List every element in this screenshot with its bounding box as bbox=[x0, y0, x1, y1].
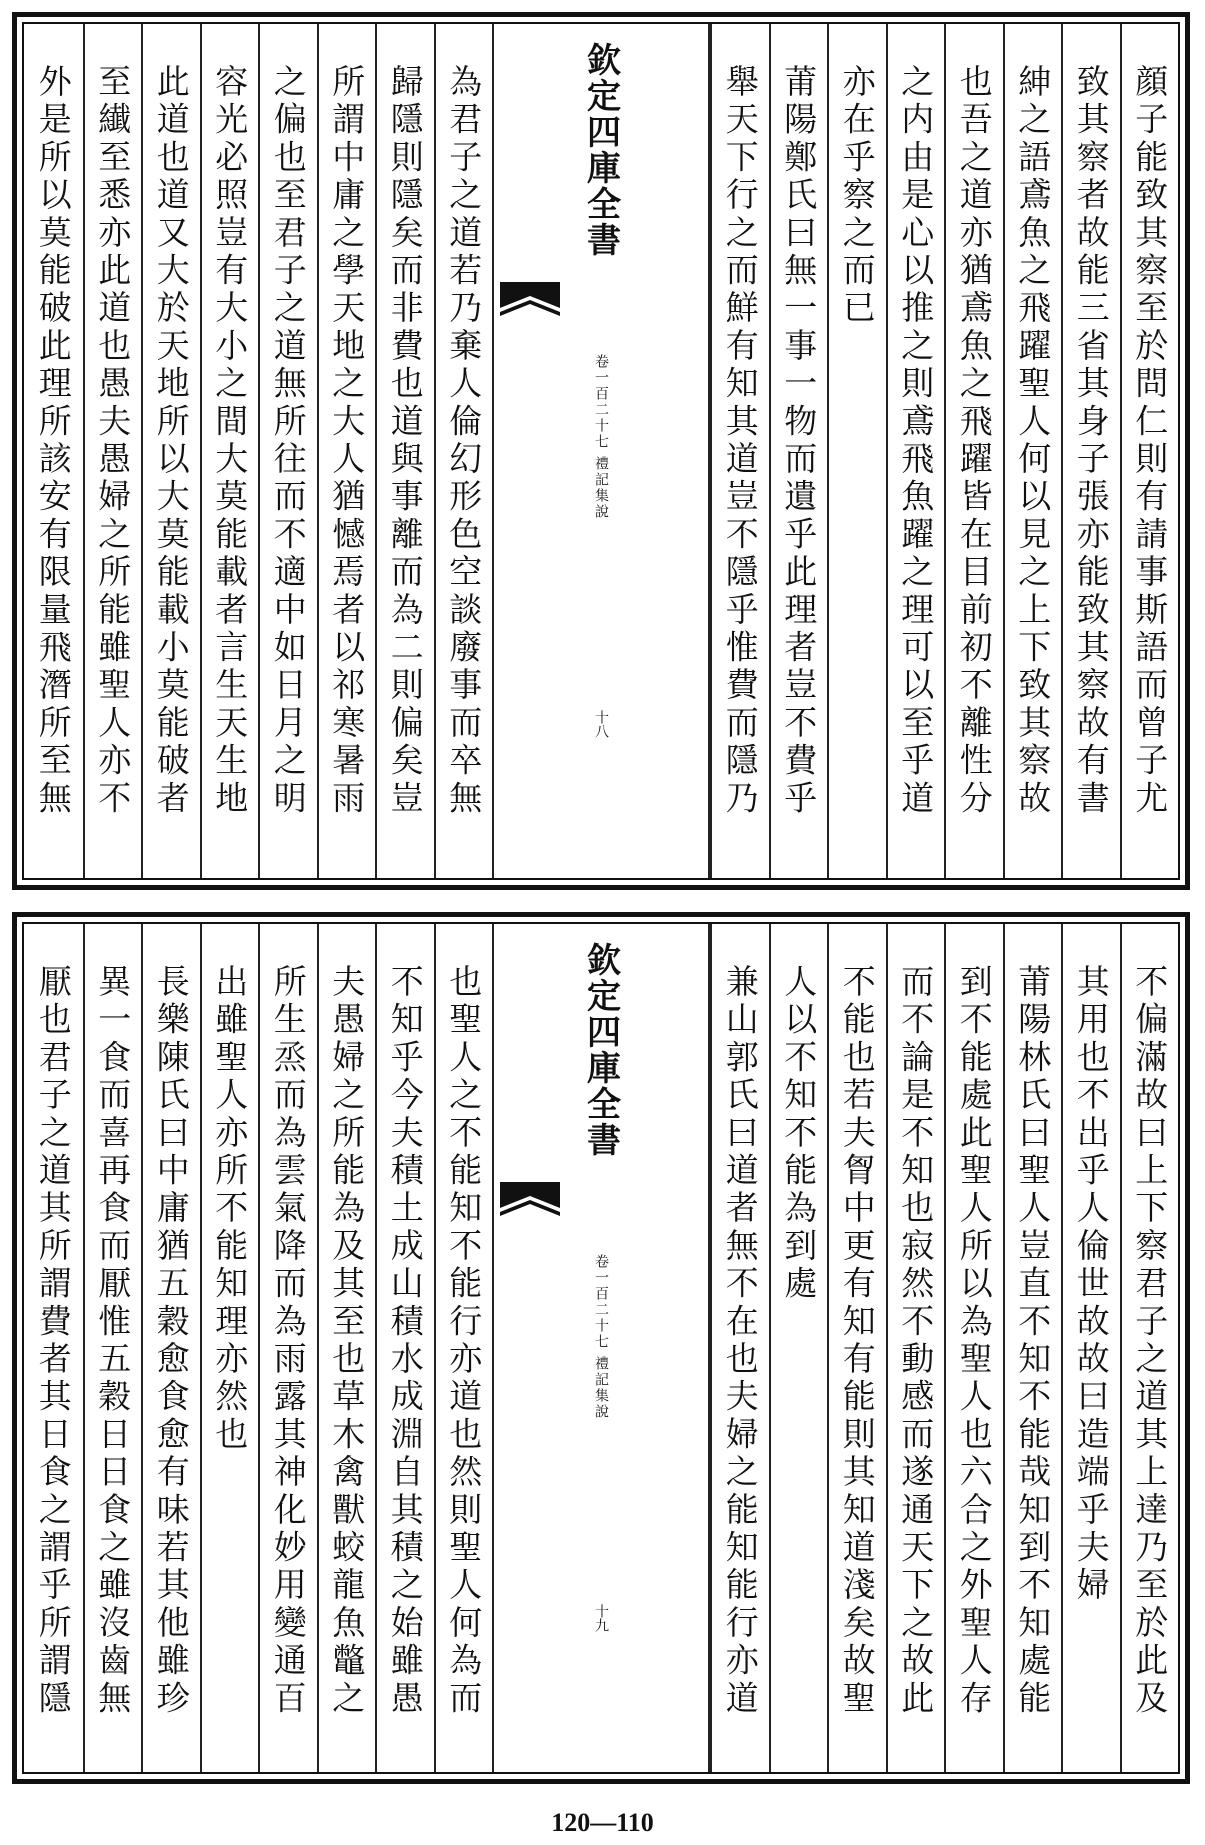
column-text: 異一食而喜再食而厭惟五穀日日食之雖沒齒無 bbox=[93, 964, 133, 1718]
column-text: 人以不知不能為到處 bbox=[779, 964, 819, 1304]
bottom-page-text-column bbox=[24, 924, 83, 1772]
bottom-page-text-column bbox=[258, 924, 317, 1772]
top-page-center-gutter bbox=[492, 24, 710, 878]
column-text: 舉天下行之而鮮有知其道豈不隱乎惟費而隱乃 bbox=[720, 64, 760, 818]
top-page-text-column bbox=[83, 24, 142, 878]
column-text: 也聖人之不能知不能行亦道也然則聖人何為而 bbox=[444, 964, 484, 1718]
column-text: 亦在乎察之而已 bbox=[837, 64, 877, 328]
column-text: 外是所以莫能破此理所該安有限量飛潛所至無 bbox=[33, 64, 73, 818]
column-text: 也吾之道亦猶鳶魚之飛躍皆在目前初不離性分 bbox=[954, 64, 994, 818]
column-text: 為君子之道若乃棄人倫幻形色空談廢事而卒無 bbox=[444, 64, 484, 818]
collection-title: 欽定四庫全書 bbox=[580, 942, 621, 1158]
folio-number: 十八 bbox=[593, 710, 609, 738]
column-text: 之偏也至君子之道無所往而不適中如日月之明 bbox=[268, 64, 308, 818]
top-page-text-column bbox=[710, 24, 769, 878]
column-text: 兼山郭氏曰道者無不在也夫婦之能知能行亦道 bbox=[720, 964, 760, 1718]
column-text: 容光必照豈有大小之間大莫能載者言生天生地 bbox=[210, 64, 250, 818]
column-text: 顔子能致其察至於問仁則有請事斯語而曾子尤 bbox=[1130, 64, 1170, 818]
top-page-text-column bbox=[1003, 24, 1062, 878]
bottom-page-text-column bbox=[317, 924, 376, 1772]
fish-tail-mark bbox=[500, 282, 560, 326]
column-text: 不知乎今夫積土成山積水成淵自其積之始雖愚 bbox=[385, 964, 425, 1718]
column-text: 所生烝而為雲氣降而為雨露其神化妙用變通百 bbox=[268, 964, 308, 1718]
top-page-text-column bbox=[827, 24, 886, 878]
top-page-text-column bbox=[1061, 24, 1120, 878]
top-page-text-column bbox=[944, 24, 1003, 878]
bottom-page-text-column bbox=[83, 924, 142, 1772]
column-text: 莆陽鄭氏曰無一事一物而遺乎此理者豈不費乎 bbox=[779, 64, 819, 818]
top-page-text-column bbox=[886, 24, 945, 878]
column-text: 所謂中庸之學天地之大人猶憾焉者以祁寒暑雨 bbox=[327, 64, 367, 818]
book-info bbox=[593, 354, 609, 520]
column-text: 長樂陳氏曰中庸猶五穀愈食愈有味若其他雖珍 bbox=[151, 964, 191, 1718]
book-title: 禮記集說 bbox=[593, 456, 609, 520]
top-page-text-column bbox=[200, 24, 259, 878]
column-text: 紳之語鳶魚之飛躍聖人何以見之上下致其察故 bbox=[1013, 64, 1053, 818]
top-page bbox=[12, 12, 1190, 890]
bottom-page-frame bbox=[22, 922, 1180, 1774]
column-text: 而不論是不知也寂然不動感而遂通天下之故此 bbox=[896, 964, 936, 1718]
bottom-page-text-column bbox=[710, 924, 769, 1772]
column-text: 其用也不出乎人倫世故故曰造端乎夫婦 bbox=[1071, 964, 1111, 1605]
column-text: 至纎至悉亦此道也愚夫愚婦之所能雖聖人亦不 bbox=[93, 64, 133, 818]
top-page-text-column bbox=[317, 24, 376, 878]
column-text: 之内由是心以推之則鳶飛魚躍之理可以至乎道 bbox=[896, 64, 936, 818]
bottom-page-text-column bbox=[141, 924, 200, 1772]
top-page-text-column bbox=[141, 24, 200, 878]
bottom-page-text-column bbox=[1061, 924, 1120, 1772]
bottom-page-center-gutter bbox=[492, 924, 710, 1772]
bottom-page-text-column bbox=[375, 924, 434, 1772]
bottom-page-text-column bbox=[827, 924, 886, 1772]
column-text: 莆陽林氏曰聖人豈直不知不能哉知到不知處能 bbox=[1013, 964, 1053, 1718]
top-page-frame bbox=[22, 22, 1180, 880]
fish-tail-mark bbox=[500, 1182, 560, 1226]
column-text: 出雖聖人亦所不能知理亦然也 bbox=[210, 964, 250, 1455]
bottom-page-text-column bbox=[1003, 924, 1062, 1772]
column-text: 此道也道又大於天地所以大莫能載小莫能破者 bbox=[151, 64, 191, 818]
column-text: 致其察者故能三省其身子張亦能致其察故有書 bbox=[1071, 64, 1111, 818]
folio-number: 十九 bbox=[593, 1604, 609, 1632]
column-text: 到不能處此聖人所以為聖人也六合之外聖人存 bbox=[954, 964, 994, 1718]
top-page-text-column bbox=[24, 24, 83, 878]
bottom-page-text-column bbox=[944, 924, 1003, 1772]
volume-label: 卷一百二十七 bbox=[593, 354, 609, 450]
page-number: 120—110 bbox=[551, 1808, 654, 1837]
top-page-text-column bbox=[434, 24, 493, 878]
column-text: 不偏滿故曰上下察君子之道其上達乃至於此及 bbox=[1130, 964, 1170, 1718]
column-text: 歸隱則隱矣而非費也道與事離而為二則偏矣豈 bbox=[385, 64, 425, 818]
bottom-page-text-column bbox=[434, 924, 493, 1772]
book-info bbox=[593, 1254, 609, 1420]
volume-label: 卷一百二十七 bbox=[593, 1254, 609, 1350]
collection-title: 欽定四庫全書 bbox=[580, 42, 621, 258]
bottom-page bbox=[12, 912, 1190, 1784]
bottom-page-text-column bbox=[200, 924, 259, 1772]
book-title: 禮記集說 bbox=[593, 1356, 609, 1420]
top-page-text-column bbox=[258, 24, 317, 878]
top-page-text-column bbox=[1120, 24, 1179, 878]
top-page-text-column bbox=[375, 24, 434, 878]
bottom-page-text-column bbox=[769, 924, 828, 1772]
column-text: 厭也君子之道其所謂費者其日食之謂乎所謂隱 bbox=[33, 964, 73, 1718]
column-text: 夫愚婦之所能為及其至也草木禽獸蛟龍魚鼈之 bbox=[327, 964, 367, 1718]
column-text: 不能也若夫胷中更有知有能則其知道淺矣故聖 bbox=[837, 964, 877, 1718]
bottom-page-text-column bbox=[1120, 924, 1179, 1772]
bottom-page-text-column bbox=[886, 924, 945, 1772]
top-page-text-column bbox=[769, 24, 828, 878]
